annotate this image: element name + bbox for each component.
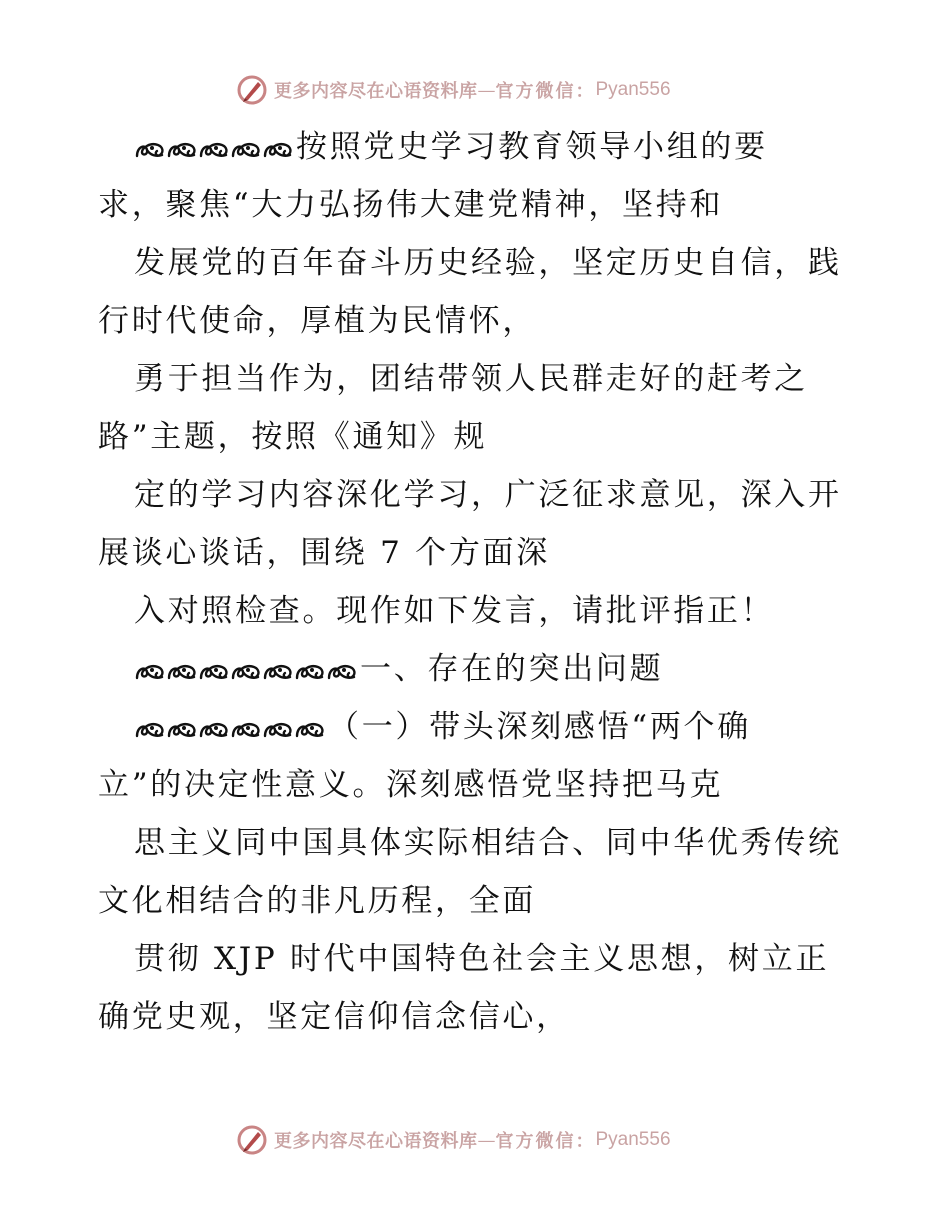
line-text: 思主义同中国具体实际相结合、同中华优秀传统: [134, 825, 842, 861]
text-line-4: [0, 298, 950, 344]
text-line-10: [0, 646, 950, 692]
ornament-icon: [134, 716, 326, 742]
swirl-ornament-icon: [137, 724, 162, 736]
text-line-5: [0, 356, 950, 402]
swirl-ornament-icon: [329, 666, 354, 678]
ornament-icon: [134, 136, 294, 162]
text-line-1: [0, 124, 950, 170]
text-line-7: [0, 472, 950, 518]
swirl-ornament-icon: [169, 724, 194, 736]
text-line-2: [0, 182, 950, 228]
text-line-6: [0, 414, 950, 460]
swirl-ornament-icon: [137, 144, 162, 156]
watermark-footer: [236, 1122, 671, 1158]
swirl-ornament-icon: [265, 144, 290, 156]
text-line-12: [0, 762, 950, 808]
swirl-ornament-icon: [265, 666, 290, 678]
swirl-ornament-icon: [169, 666, 194, 678]
text-line-11: [0, 704, 950, 750]
swirl-ornament-icon: [233, 666, 258, 678]
swirl-ornament-icon: [233, 724, 258, 736]
swirl-ornament-icon: [297, 724, 322, 736]
line-text: 勇于担当作为，团结带领人民群走好的赶考之: [134, 361, 808, 397]
text-line-14: [0, 878, 950, 924]
line-text: 入对照检查。现作如下发言，请批评指正！: [134, 593, 775, 629]
text-line-16: [0, 994, 950, 1040]
line-text: 立”的决定性意义。深刻感悟党坚持把马克: [98, 767, 724, 803]
text-line-9: [0, 588, 950, 634]
watermark-separator: —: [477, 1129, 496, 1151]
line-text: 求，聚焦“大力弘扬伟大建党精神，坚持和: [98, 187, 724, 223]
watermark-wechat-label: 官方微信：: [495, 81, 596, 102]
swirl-ornament-icon: [201, 666, 226, 678]
swirl-ornament-icon: [137, 666, 162, 678]
swirl-ornament-icon: [169, 144, 194, 156]
line-text: 文化相结合的非凡历程，全面: [98, 883, 537, 919]
line-text: 定的学习内容深化学习，广泛征求意见，深入开: [134, 477, 842, 513]
watermark-text: 更多内容尽在心语资料库: [274, 81, 478, 102]
text-line-15: [0, 936, 950, 982]
line-text: （一）带头深刻感悟“两个确: [328, 709, 751, 745]
swirl-ornament-icon: [201, 724, 226, 736]
swirl-ornament-icon: [201, 144, 226, 156]
watermark-separator: —: [477, 79, 496, 101]
ornament-icon: [134, 658, 358, 684]
red-pen-circle-logo-icon: [236, 1124, 268, 1156]
swirl-ornament-icon: [297, 666, 322, 678]
line-text: 路”主题，按照《通知》规: [98, 419, 488, 455]
line-text: 发展党的百年奋斗历史经验，坚定历史自信，践: [134, 245, 842, 281]
section-heading: 一、存在的突出问题: [360, 651, 664, 687]
line-text: 确党史观，坚定信仰信念信心，: [98, 999, 570, 1035]
line-text: 展谈心谈话，围绕 7 个方面深: [98, 535, 550, 571]
watermark-wechat-id: Pyan556: [595, 1129, 671, 1150]
text-line-13: [0, 820, 950, 866]
swirl-ornament-icon: [233, 144, 258, 156]
watermark-header: [236, 72, 671, 108]
watermark-wechat-id: Pyan556: [595, 79, 671, 100]
watermark-wechat-label: 官方微信：: [495, 1131, 596, 1152]
line-text: 贯彻 XJP 时代中国特色社会主义思想，树立正: [134, 941, 830, 977]
line-text: 行时代使命，厚植为民情怀，: [98, 303, 537, 339]
text-line-8: [0, 530, 950, 576]
red-pen-circle-logo-icon: [236, 74, 268, 106]
watermark-text: 更多内容尽在心语资料库: [274, 1131, 478, 1152]
text-line-3: [0, 240, 950, 286]
line-text: 按照党史学习教育领导小组的要: [296, 129, 768, 165]
swirl-ornament-icon: [265, 724, 290, 736]
